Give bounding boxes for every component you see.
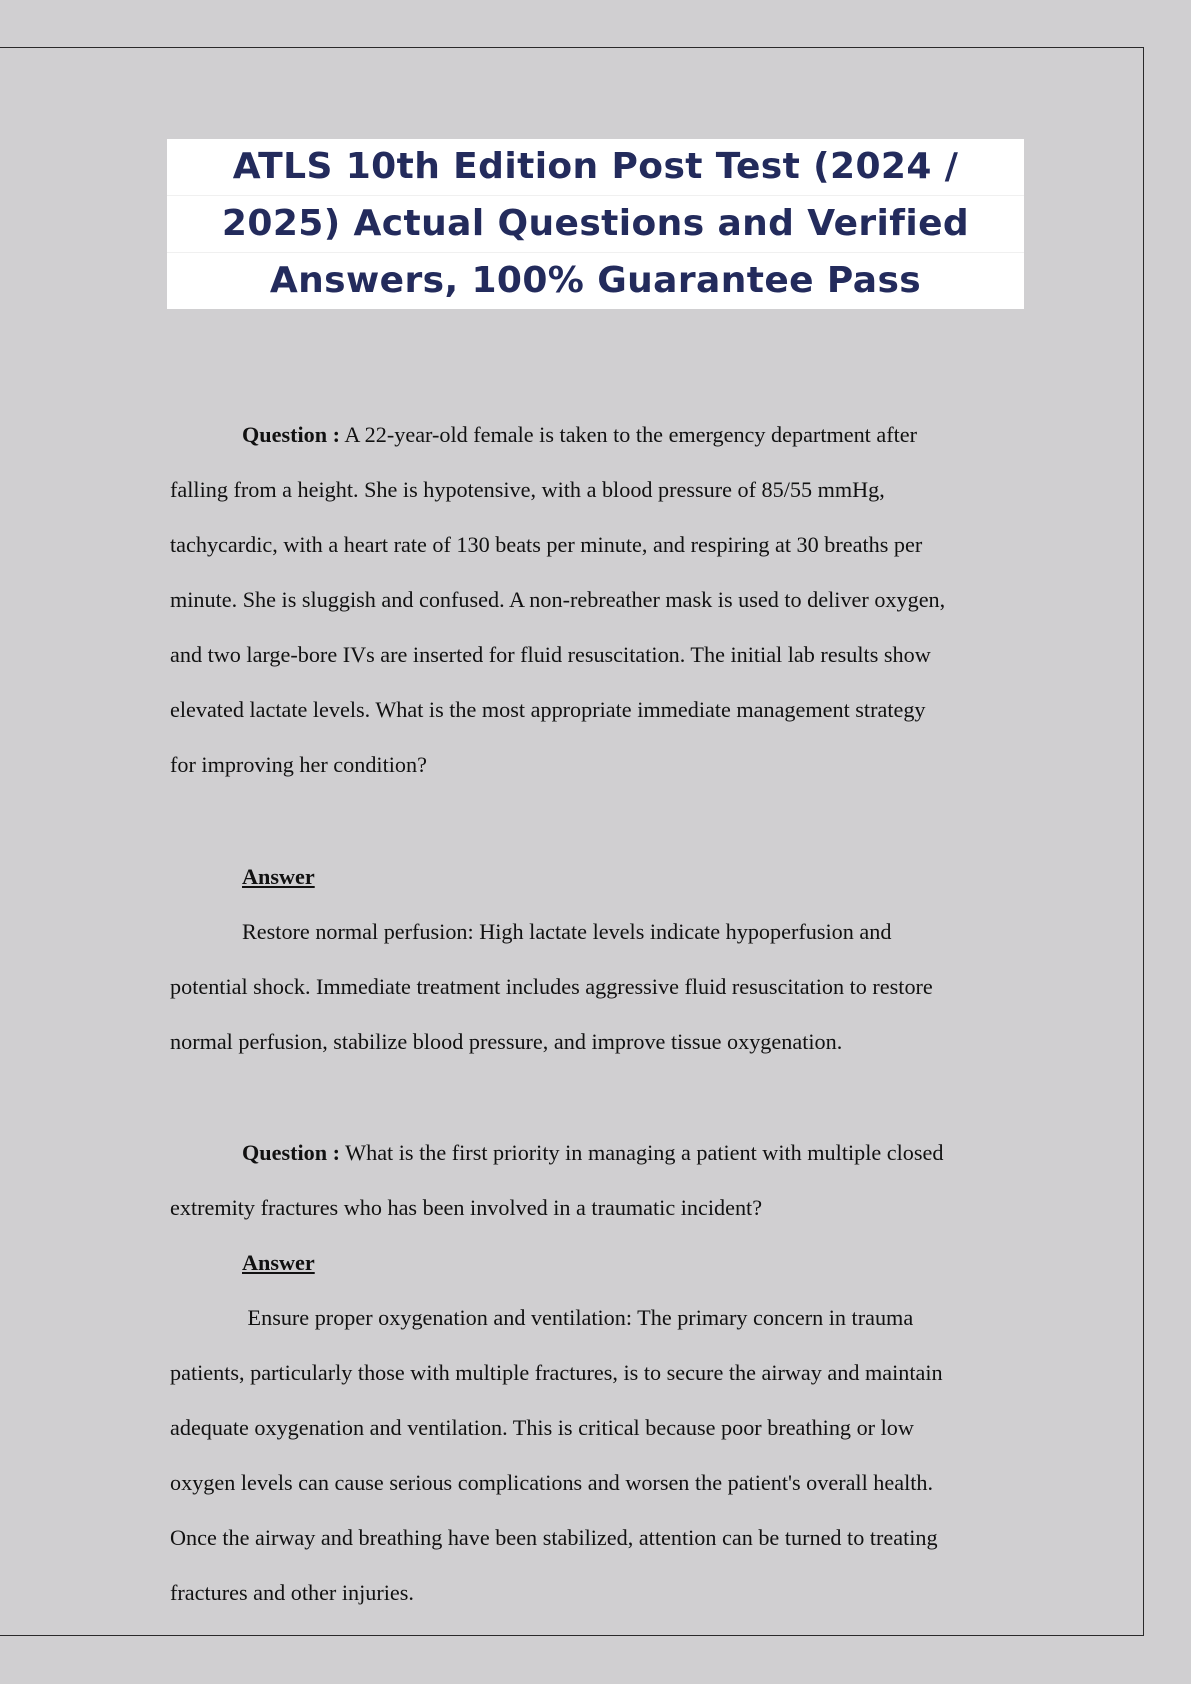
question-line: tachycardic, with a heart rate of 130 beats per minute, and respiring at 30 breaths per: [170, 532, 923, 557]
question-line: elevated lactate levels. What is the most appropriate immediate management strategy: [170, 697, 926, 722]
answer-2: [170, 1235, 1020, 1620]
question-2: [170, 1125, 1020, 1235]
question-label: Question :: [242, 422, 341, 447]
answer-line: patients, particularly those with multiple fractures, is to secure the airway and maintain: [170, 1360, 943, 1385]
answer-heading-line: [170, 849, 1020, 904]
answer-heading: Answer: [242, 864, 315, 889]
question-line: minute. She is sluggish and confused. A non-rebreather mask is used to deliver oxygen,: [170, 587, 946, 612]
answer-1: [170, 849, 1020, 1069]
question-line: [170, 407, 1020, 462]
title-line: 2025) Actual Questions and Verified: [167, 195, 1024, 252]
answer-line: Ensure proper oxygenation and ventilation: The primary concern in trauma: [242, 1305, 914, 1330]
question-line: for improving her condition?: [170, 752, 427, 777]
answer-line: Restore normal perfusion: High lactate levels indicate hypoperfusion and: [242, 919, 892, 944]
title-line: ATLS 10th Edition Post Test (2024 /: [232, 146, 959, 187]
question-text: A 22-year-old female is taken to the emergency department after: [340, 422, 918, 447]
question-line: falling from a height. She is hypotensive, with a blood pressure of 85/55 mmHg,: [170, 477, 885, 502]
answer-line: Once the airway and breathing have been stabilized, attention can be turned to treating: [170, 1525, 938, 1550]
question-line: [170, 1125, 1020, 1180]
answer-line: potential shock. Immediate treatment includes aggressive fluid resuscitation to restore: [170, 974, 933, 999]
answer-line: normal perfusion, stabilize blood pressure, and improve tissue oxygenation.: [170, 1029, 843, 1054]
question-line: and two large-bore IVs are inserted for fluid resuscitation. The initial lab results show: [170, 642, 931, 667]
answer-line: fractures and other injuries.: [170, 1580, 414, 1605]
answer-heading: Answer: [242, 1250, 315, 1275]
title-line: Answers, 100% Guarantee Pass: [167, 252, 1024, 309]
question-1: [170, 407, 1020, 792]
document-title: [167, 139, 1024, 309]
question-text: What is the first priority in managing a patient with multiple closed: [340, 1140, 944, 1165]
answer-heading-line: [170, 1235, 1020, 1290]
answer-line: adequate oxygenation and ventilation. This is critical because poor breathing or low: [170, 1415, 914, 1440]
answer-line: oxygen levels can cause serious complications and worsen the patient's overall health.: [170, 1470, 934, 1495]
question-line: extremity fractures who has been involved in a traumatic incident?: [170, 1195, 763, 1220]
question-label: Question :: [242, 1140, 341, 1165]
